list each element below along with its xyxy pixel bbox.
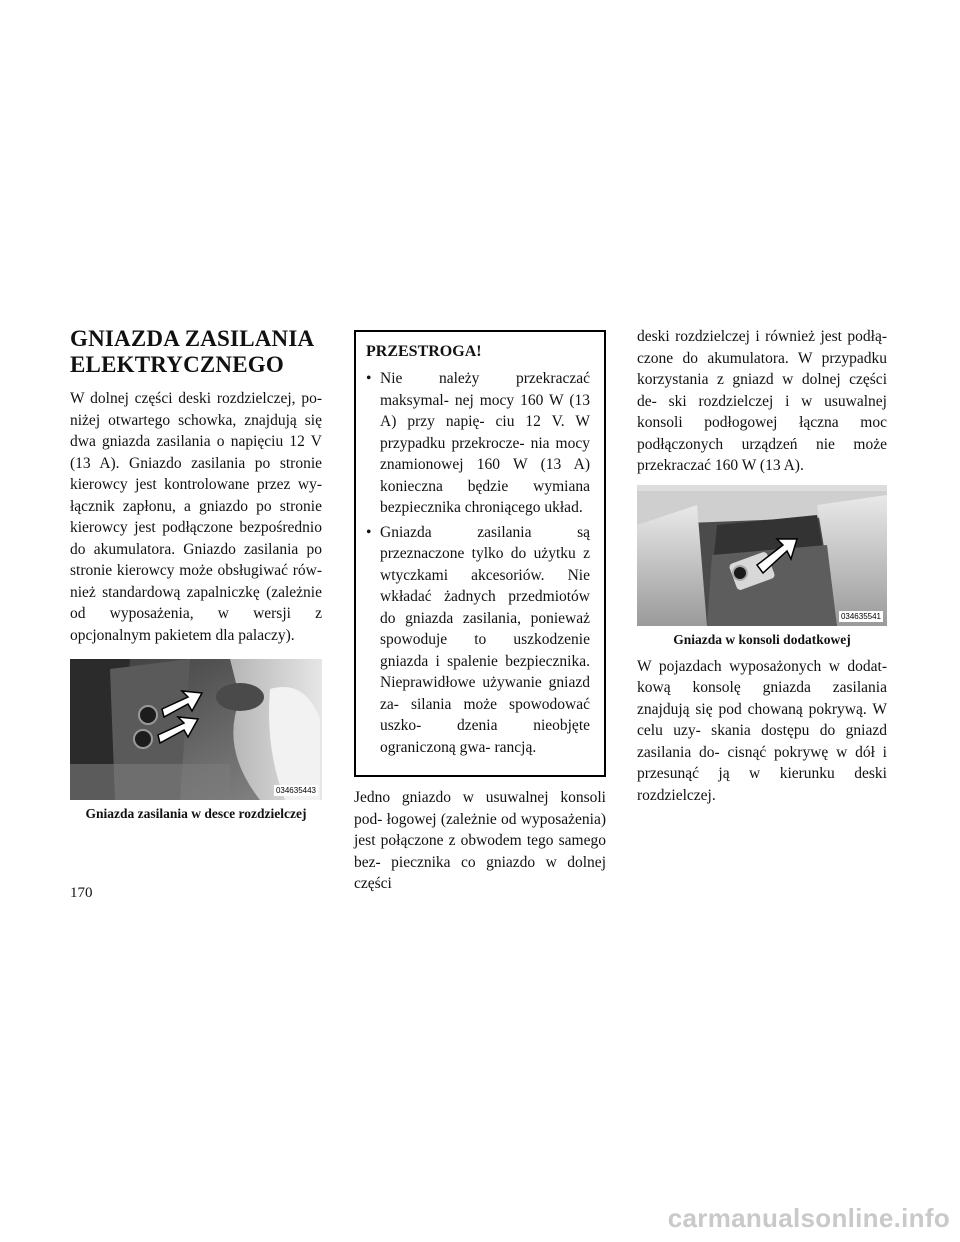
dashboard-outlets-photo — [70, 659, 322, 800]
section-title-line2: ELEKTRYCZNEGO — [70, 352, 284, 377]
column-left — [70, 326, 322, 822]
caution-list — [366, 368, 590, 758]
section-title — [70, 326, 322, 378]
figure-caption: Gniazda zasilania w desce rozdzielczej — [85, 806, 307, 821]
page-number: 170 — [70, 885, 93, 901]
intro-paragraph: W dolnej części deski rozdzielczej, po- niżej otwartego schowka, znajdują się dwa gniazda zasilania o napięciu 12 V (13 A). Gniazdo zasilania po stronie kierowcy jest kontrolowane przez wy- łącznik zapłonu, a gniazdo po stronie kierowcy jest podłączone bezpośrednio do akumulatora. Gniazdo zasilania po stronie kierowcy może obsługiwać rów- nież standardową zapalniczkę (zależnie od wyposażenia, w wersji z opcjonalnym pakietem dla palaczy). — [70, 390, 322, 644]
console-outlet-photo — [637, 485, 887, 626]
caution-title: PRZESTROGA! — [366, 343, 482, 360]
section-title-line1: GNIAZDA ZASILANIA — [70, 326, 315, 351]
figure-code: 034635443 — [275, 786, 316, 795]
paragraph-combined-power: deski rozdzielczej i również jest podłą- czone do akumulatora. W przypadku korzystania z gniazd w dolnej części de- ski rozdzielczej i w usuwalnej konsoli podłogowej łączna moc podłączonych urządzeń nie może przekraczać 160 W (13 A). — [637, 328, 887, 474]
caution-item — [366, 522, 590, 759]
caution-item-text: Gniazda zasilania są przeznaczone tylko do użytku z wtyczkami akcesoriów. Nie wkładać żadnych przedmiotów do gniazda zasilania, ponieważ spowoduje to uszkodzenie gniazda i spalenie bezpiecznika. Nieprawidłowe używanie gniazd za- silania może spowodować uszko- dzenia nieobjęte ograniczoną gwa- rancją. — [380, 523, 590, 756]
bullet: • — [366, 370, 372, 387]
column-right — [637, 326, 887, 806]
figure-caption: Gniazda w konsoli dodatkowej — [673, 631, 851, 647]
figure-code: 034635541 — [840, 611, 881, 621]
paragraph-floor-console: Jedno gniazdo w usuwalnej konsoli pod- łogowej (zależnie od wyposażenia) jest połączone z obwodem tego samego bez- piecznika co gniazdo w dolnej części — [354, 789, 606, 892]
bullet: • — [366, 523, 372, 541]
column-middle — [354, 330, 606, 895]
paragraph-extra-console: W pojazdach wyposażonych w dodat- kową konsolę gniazda zasilania znajdują się pod chowaną pokrywą. W celu uzy- skania dostępu do gniazd zasilania do- cisnąć pokrywę w dół i przesunąć ją w kierunku deski rozdzielczej. — [637, 657, 887, 804]
dashboard-outlets-illustration — [70, 659, 322, 800]
watermark: carmanualsonline.info — [667, 1203, 950, 1233]
caution-item — [366, 368, 590, 519]
console-outlet-illustration — [637, 485, 887, 626]
caution-box — [354, 330, 606, 777]
caution-item-text: Nie należy przekraczać maksymal- nej mocy 160 W (13 A) przy napię- ciu 12 V. W przypadku przekrocze- nia mocy znamionowej 160 W (13 A) konieczna będzie wymiana bezpiecznika chroniącego układ. — [380, 370, 590, 516]
